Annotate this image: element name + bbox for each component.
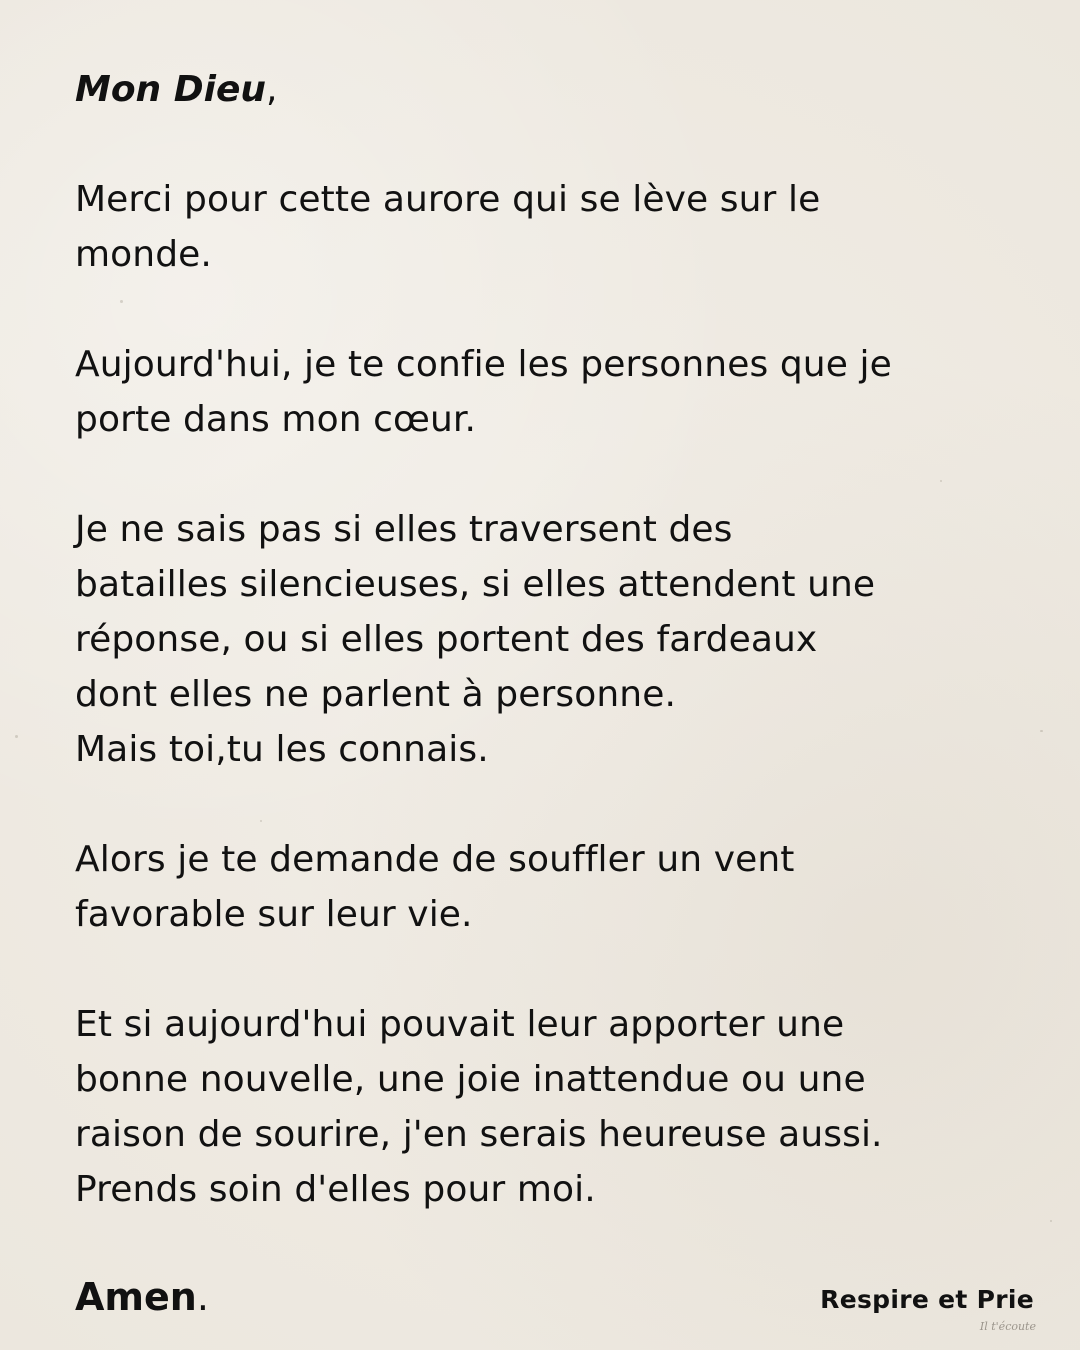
closing-word: Amen	[75, 1275, 197, 1319]
paragraph-line: Prends soin d'elles pour moi.	[75, 1169, 596, 1210]
paragraph-3	[75, 502, 1035, 777]
greeting-punct: ,	[266, 69, 278, 110]
closing-punct: .	[196, 1275, 209, 1319]
paragraph-4	[75, 832, 1035, 942]
paragraph-line: raison de sourire, j'en serais heureuse aussi.	[75, 1114, 883, 1155]
paper-speck	[1050, 1220, 1052, 1222]
paragraph-line: porte dans mon cœur.	[75, 399, 477, 440]
paragraph-line: batailles silencieuses, si elles attendent une	[75, 564, 876, 605]
greeting-name: Mon Dieu	[75, 69, 266, 110]
paragraph-line: bonne nouvelle, une joie inattendue ou une	[75, 1059, 866, 1100]
greeting	[75, 62, 1035, 117]
paragraph-line: Merci pour cette aurore qui se lève sur le	[75, 179, 821, 220]
paragraph-line: Mais toi,tu les connais.	[75, 729, 489, 770]
paragraph-line: réponse, ou si elles portent des fardeaux	[75, 619, 818, 660]
paragraph-line: Et si aujourd'hui pouvait leur apporter une	[75, 1004, 845, 1045]
paper-speck	[15, 735, 18, 738]
paragraph-line: dont elles ne parlent à personne.	[75, 674, 677, 715]
paragraph-1	[75, 172, 1035, 282]
handwritten-signature: Il t'écoute	[979, 1320, 1036, 1333]
brand-signature: Respire et Prie	[820, 1285, 1034, 1314]
paragraph-line: Aujourd'hui, je te confie les personnes que je	[75, 344, 892, 385]
paragraph-line: monde.	[75, 234, 212, 275]
paragraph-line: Je ne sais pas si elles traversent des	[75, 509, 733, 550]
paragraph-line: Alors je te demande de souffler un vent	[75, 839, 795, 880]
paragraph-5	[75, 997, 1035, 1217]
paper-speck	[1040, 730, 1043, 732]
paragraph-2	[75, 337, 1035, 447]
paragraph-line: favorable sur leur vie.	[75, 894, 473, 935]
closing-amen	[75, 1270, 209, 1325]
prayer-text	[75, 62, 1035, 1217]
